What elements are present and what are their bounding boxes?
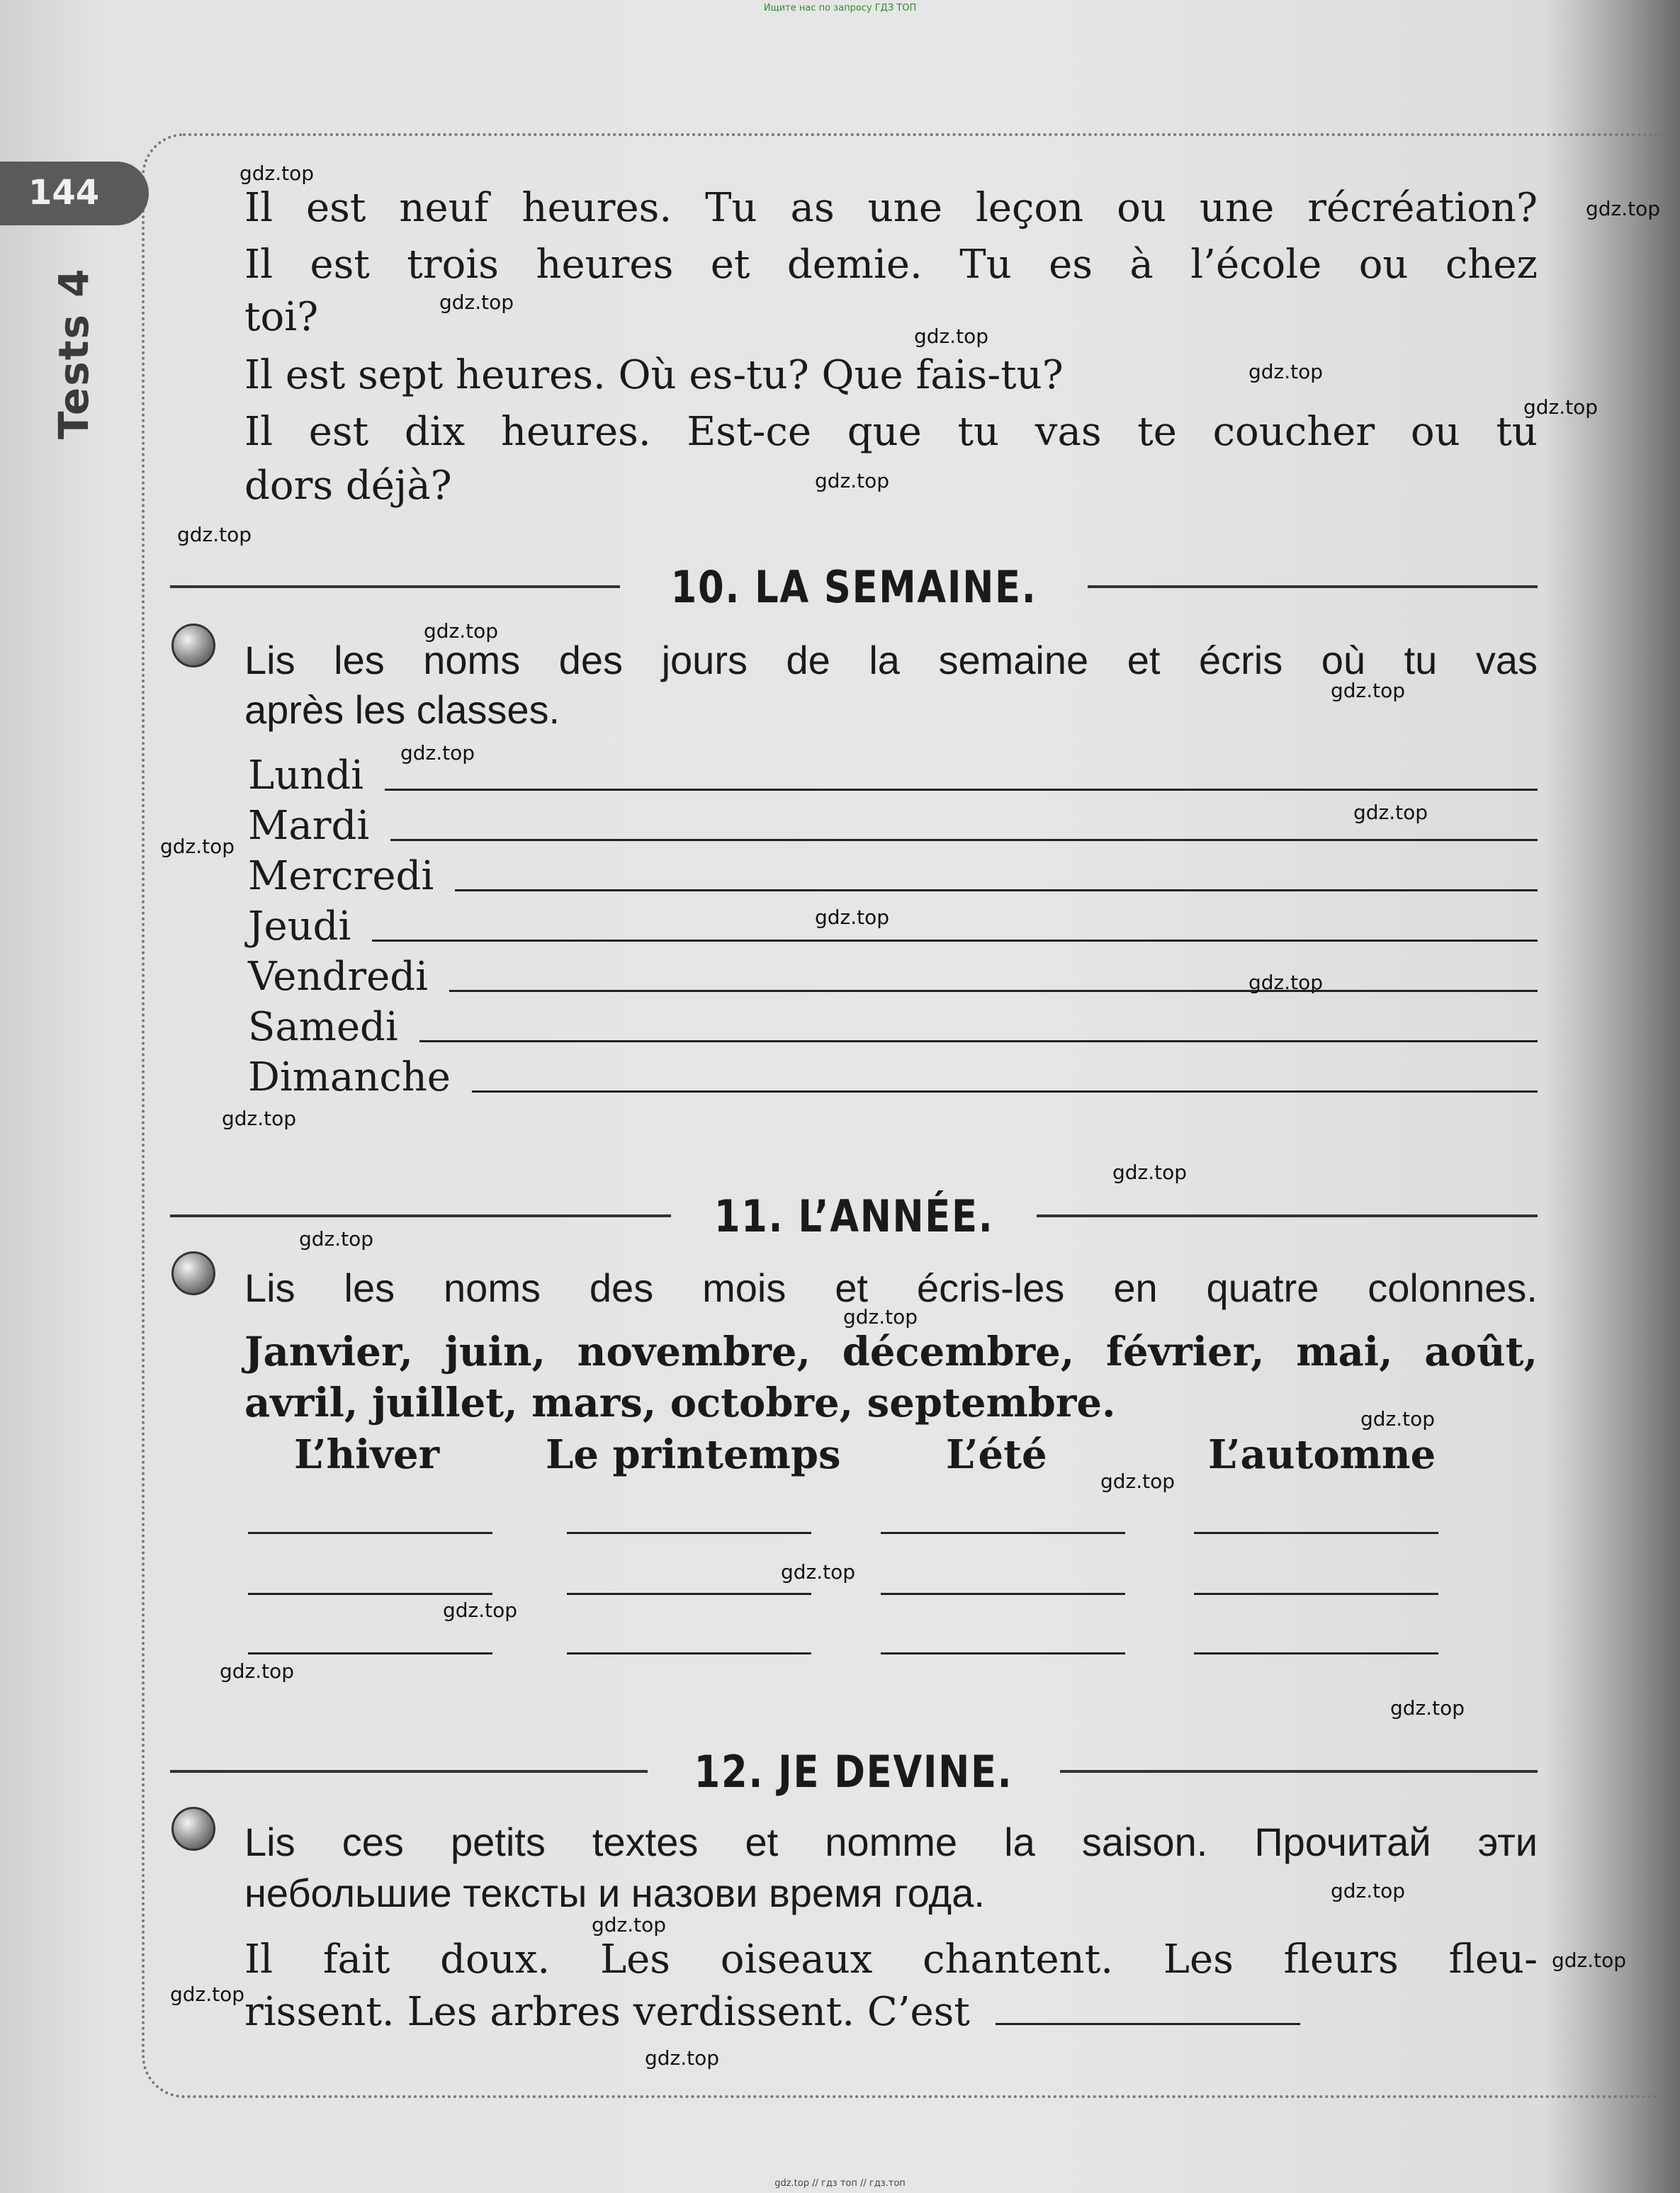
watermark: gdz.top	[781, 1560, 856, 1584]
answer-line[interactable]	[248, 1593, 492, 1595]
watermark: gdz.top	[1331, 1879, 1406, 1902]
instruction-line: Lis les noms des mois et écris-les en quatre colonnes.	[244, 1265, 1538, 1310]
season-answer-line[interactable]	[996, 1990, 1300, 2025]
day-label: Mardi	[248, 803, 370, 849]
watermark: gdz.top	[160, 835, 235, 858]
answer-line[interactable]	[419, 1040, 1538, 1042]
watermark: gdz.top	[299, 1227, 374, 1251]
instruction-line: après les classes.	[244, 687, 560, 732]
answer-line[interactable]	[1194, 1652, 1438, 1654]
day-row-jeudi	[248, 902, 1538, 952]
exercise-bullet-icon	[171, 1251, 215, 1295]
watermark: gdz.top	[239, 162, 315, 185]
section-title: 11. L’ANNÉE.	[714, 1190, 994, 1242]
answer-line[interactable]	[881, 1652, 1125, 1654]
watermark: gdz.top	[1353, 801, 1428, 824]
intro-line: Il est dix heures. Est-ce que tu vas te coucher ou tu	[244, 409, 1538, 455]
watermark: gdz.top	[1390, 1696, 1465, 1720]
watermark: gdz.top	[1586, 197, 1661, 220]
intro-line: toi?	[244, 294, 319, 340]
watermark: gdz.top	[1100, 1470, 1176, 1493]
watermark: gdz.top	[439, 291, 514, 314]
watermark: gdz.top	[843, 1305, 918, 1329]
side-label: Tests 4	[50, 267, 98, 439]
heading-rule	[170, 1214, 671, 1217]
answer-line[interactable]	[390, 839, 1538, 841]
exercise-bullet-icon	[171, 1807, 215, 1851]
answer-line[interactable]	[248, 1532, 492, 1534]
watermark: gdz.top	[177, 523, 252, 546]
instruction-line: Lis ces petits textes et nomme la saison. Прочитай эти	[244, 1820, 1538, 1864]
answer-line[interactable]	[567, 1652, 811, 1654]
intro-line: Il est sept heures. Où es-tu? Que fais-tu?	[244, 352, 1064, 398]
heading-rule	[1037, 1214, 1538, 1217]
watermark: gdz.top	[914, 325, 989, 348]
heading-rule	[1088, 585, 1538, 588]
watermark: gdz.top	[1331, 679, 1406, 702]
day-label: Mercredi	[248, 853, 434, 899]
day-row-mardi	[248, 801, 1538, 851]
day-label: Samedi	[248, 1004, 398, 1050]
heading-rule	[170, 585, 620, 588]
instruction-line: небольшие тексты и назови время года.	[244, 1871, 985, 1915]
instruction-line: Lis les noms des jours de la semaine et écris où tu vas	[244, 638, 1538, 682]
season-automne: L’automne	[1208, 1431, 1436, 1478]
answer-line[interactable]	[372, 940, 1538, 942]
watermark: gdz.top	[400, 741, 475, 765]
answer-line[interactable]	[567, 1593, 811, 1595]
exercise-bullet-icon	[171, 624, 215, 667]
answer-line[interactable]	[881, 1593, 1125, 1595]
season-printemps: Le printemps	[546, 1431, 841, 1478]
day-label: Vendredi	[248, 954, 429, 1000]
answer-line[interactable]	[472, 1090, 1538, 1093]
answer-line[interactable]	[248, 1652, 492, 1654]
riddle-line: Il fait doux. Les oiseaux chantent. Les fleurs fleu-	[244, 1937, 1538, 1983]
answer-line[interactable]	[567, 1532, 811, 1534]
section-10-heading	[170, 558, 1538, 615]
watermark: gdz.top	[815, 906, 890, 929]
watermark: gdz.top	[222, 1107, 297, 1130]
watermark: gdz.top	[443, 1599, 518, 1622]
watermark: gdz.top	[1248, 360, 1324, 383]
day-row-dimanche	[248, 1053, 1538, 1103]
watermark: gdz.top	[170, 1983, 245, 2006]
answer-line[interactable]	[881, 1532, 1125, 1534]
watermark: gdz.top	[220, 1659, 295, 1683]
intro-line: dors déjà?	[244, 463, 452, 509]
answer-line[interactable]	[1194, 1532, 1438, 1534]
riddle-text: rissent. Les arbres verdissent. C’est	[244, 1989, 970, 2035]
intro-line: Il est trois heures et demie. Tu es à l’école ou chez	[244, 242, 1538, 288]
answer-line[interactable]	[449, 990, 1538, 992]
watermark: gdz.top	[424, 619, 499, 643]
watermark: gdz.top	[592, 1913, 667, 1937]
day-label: Dimanche	[248, 1054, 451, 1100]
header-note: Ищите нас по запросу ГДЗ ТОП	[763, 3, 917, 13]
heading-rule	[170, 1770, 648, 1773]
day-row-samedi	[248, 1003, 1538, 1052]
heading-rule	[1060, 1770, 1538, 1773]
day-row-vendredi	[248, 952, 1538, 1002]
answer-line[interactable]	[385, 789, 1538, 791]
footer-note: gdz.top // гдз топ // гдз.топ	[774, 2178, 906, 2189]
page-number: 144	[28, 173, 100, 213]
section-11-heading	[170, 1188, 1538, 1244]
watermark: gdz.top	[815, 469, 890, 492]
section-12-heading	[170, 1743, 1538, 1800]
day-row-mercredi	[248, 852, 1538, 901]
riddle-line	[244, 1987, 1538, 2038]
answer-line[interactable]	[1194, 1593, 1438, 1595]
watermark: gdz.top	[645, 2046, 720, 2070]
day-label: Lundi	[248, 752, 364, 799]
watermark: gdz.top	[1360, 1407, 1436, 1431]
intro-line: Il est neuf heures. Tu as une leçon ou une récréation?	[244, 185, 1538, 231]
season-hiver: L’hiver	[294, 1431, 440, 1478]
months-line: Janvier, juin, novembre, décembre, février, mai, août,	[244, 1329, 1538, 1375]
months-line: avril, juillet, mars, octobre, septembre.	[244, 1380, 1116, 1426]
watermark: gdz.top	[1112, 1161, 1188, 1184]
watermark: gdz.top	[1552, 1949, 1627, 1972]
section-title: 12. JE DEVINE.	[694, 1745, 1013, 1798]
section-title: 10. LA SEMAINE.	[670, 560, 1037, 613]
day-label: Jeudi	[248, 903, 351, 949]
answer-line[interactable]	[455, 889, 1538, 891]
watermark: gdz.top	[1248, 971, 1324, 994]
season-ete: L’été	[946, 1431, 1047, 1478]
watermark: gdz.top	[1523, 395, 1599, 419]
